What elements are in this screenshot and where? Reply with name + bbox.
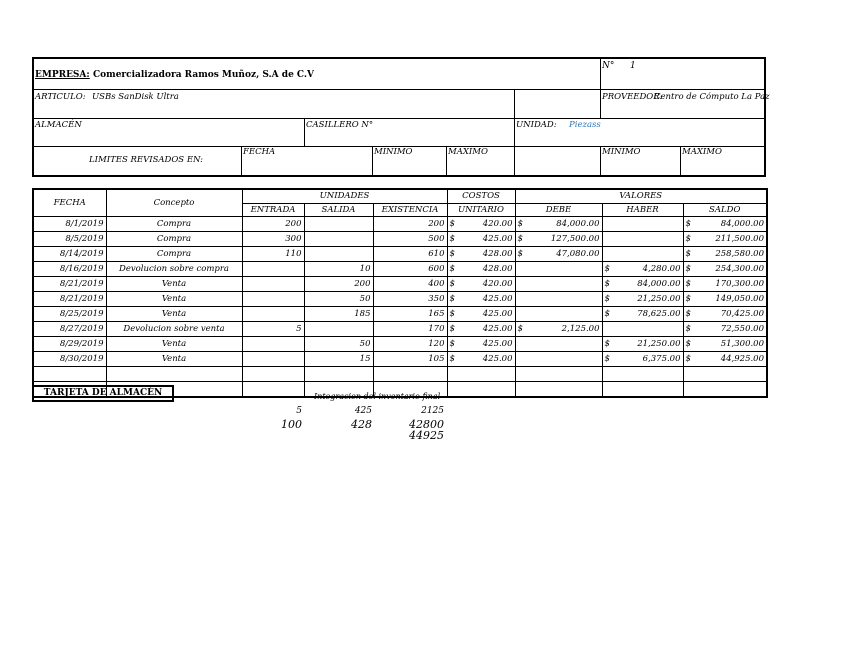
currency-sign: $ bbox=[685, 233, 691, 244]
currency-sign: $ bbox=[685, 278, 691, 289]
cell-value: 425.00 bbox=[482, 353, 513, 364]
cell-value: 149,050.00 bbox=[715, 293, 764, 304]
cell-value: 84,000.00 bbox=[556, 218, 600, 229]
cell-existencia: 165 bbox=[373, 307, 447, 322]
cell-fecha: 8/30/2019 bbox=[33, 352, 106, 367]
currency-sign: $ bbox=[517, 248, 523, 259]
cell-unitario bbox=[447, 337, 515, 352]
cell-concepto: Venta bbox=[106, 292, 242, 307]
empty-cell bbox=[33, 367, 106, 382]
currency-sign: $ bbox=[449, 248, 455, 259]
currency-sign: $ bbox=[685, 218, 691, 229]
col-debe-header: DEBE bbox=[515, 203, 602, 217]
proveedor-label: PROVEEDOR: bbox=[602, 92, 663, 102]
cell-value: 258,580.00 bbox=[715, 248, 764, 259]
cell-concepto: Compra bbox=[106, 247, 242, 262]
currency-sign: $ bbox=[604, 353, 610, 364]
cell-value: 211,500.00 bbox=[715, 233, 764, 244]
table-row bbox=[33, 217, 767, 232]
currency-sign: $ bbox=[517, 218, 523, 229]
currency-sign: $ bbox=[685, 293, 691, 304]
unidad-label: UNIDAD: bbox=[516, 120, 557, 130]
cell-saldo bbox=[683, 352, 767, 367]
table-row bbox=[33, 322, 767, 337]
cell-existencia: 500 bbox=[373, 232, 447, 247]
cell-existencia: 170 bbox=[373, 322, 447, 337]
cell-entrada bbox=[242, 277, 304, 292]
cell-debe bbox=[515, 277, 602, 292]
calc-line1-qty: 5 bbox=[296, 406, 302, 416]
cell-concepto: Compra bbox=[106, 232, 242, 247]
cell-value: 4,280.00 bbox=[642, 263, 681, 274]
cell-value: 72,550.00 bbox=[720, 323, 764, 334]
cell-haber bbox=[602, 232, 683, 247]
currency-sign: $ bbox=[449, 263, 455, 274]
header-box bbox=[32, 57, 770, 177]
currency-sign: $ bbox=[604, 293, 610, 304]
cell-saldo bbox=[683, 232, 767, 247]
cell-value: 127,500.00 bbox=[550, 233, 600, 244]
empty-cell bbox=[447, 382, 515, 398]
empty-cell bbox=[304, 367, 373, 382]
cell-debe bbox=[515, 292, 602, 307]
cell-salida: 50 bbox=[304, 292, 373, 307]
cell-value: 78,625.00 bbox=[637, 308, 681, 319]
cell-unitario bbox=[447, 277, 515, 292]
almacen-label: ALMACÉN bbox=[35, 120, 82, 130]
currency-sign: $ bbox=[685, 323, 691, 334]
col-entrada-header: ENTRADA bbox=[242, 203, 304, 217]
cell-haber bbox=[602, 217, 683, 232]
cell-entrada: 200 bbox=[242, 217, 304, 232]
cell-value: 425.00 bbox=[482, 323, 513, 334]
cell-value: 425.00 bbox=[482, 233, 513, 244]
cell-existencia: 200 bbox=[373, 217, 447, 232]
currency-sign: $ bbox=[449, 233, 455, 244]
articulo-value: USBs SanDisk Ultra bbox=[92, 92, 179, 102]
col-concepto-header: Concepto bbox=[106, 189, 242, 217]
cell-value: 428.00 bbox=[482, 248, 513, 259]
cell-debe bbox=[515, 232, 602, 247]
cell-concepto: Devolucion sobre venta bbox=[106, 322, 242, 337]
cell-debe bbox=[515, 262, 602, 277]
calc-line1-total: 2125 bbox=[421, 406, 444, 416]
cell-saldo bbox=[683, 337, 767, 352]
cell-existencia: 350 bbox=[373, 292, 447, 307]
cell-saldo bbox=[683, 217, 767, 232]
cell-concepto: Venta bbox=[106, 337, 242, 352]
currency-sign: $ bbox=[685, 338, 691, 349]
minimo2-label: MINIMO bbox=[602, 147, 641, 157]
empty-cell bbox=[602, 382, 683, 398]
cell-value: 2,125.00 bbox=[561, 323, 600, 334]
cell-fecha: 8/29/2019 bbox=[33, 337, 106, 352]
cell-haber bbox=[602, 262, 683, 277]
cell-fecha: 8/16/2019 bbox=[33, 262, 106, 277]
table-row bbox=[33, 337, 767, 352]
kardex-table bbox=[32, 188, 768, 398]
cell-salida: 15 bbox=[304, 352, 373, 367]
tarjeta-almacen-label: TARJETA DE ALMACÉN bbox=[32, 385, 174, 402]
calc-grand-total: 44925 bbox=[409, 429, 444, 442]
cell-debe bbox=[515, 337, 602, 352]
cell-value: 428.00 bbox=[482, 263, 513, 274]
cell-saldo bbox=[683, 322, 767, 337]
cell-value: 420.00 bbox=[482, 218, 513, 229]
col-salida-header: SALIDA bbox=[304, 203, 373, 217]
cell-haber bbox=[602, 292, 683, 307]
table-row bbox=[33, 232, 767, 247]
currency-sign: $ bbox=[517, 233, 523, 244]
cell-saldo bbox=[683, 307, 767, 322]
integracion-label: Integracion del inventario final bbox=[314, 392, 441, 401]
proveedor-value: Centro de Cómputo La Paz bbox=[654, 92, 770, 102]
cell-unitario bbox=[447, 352, 515, 367]
cell-unitario bbox=[447, 262, 515, 277]
cell-existencia: 610 bbox=[373, 247, 447, 262]
cell-concepto: Venta bbox=[106, 277, 242, 292]
calc-line2-qty: 100 bbox=[281, 418, 302, 431]
cell-value: 425.00 bbox=[482, 338, 513, 349]
cell-saldo bbox=[683, 277, 767, 292]
cell-debe bbox=[515, 352, 602, 367]
cell-debe bbox=[515, 247, 602, 262]
cell-salida bbox=[304, 322, 373, 337]
cell-value: 51,300.00 bbox=[720, 338, 764, 349]
cell-fecha: 8/27/2019 bbox=[33, 322, 106, 337]
cell-haber bbox=[602, 247, 683, 262]
maximo-label: MAXIMO bbox=[448, 147, 488, 157]
cell-debe bbox=[515, 307, 602, 322]
cell-value: 21,250.00 bbox=[637, 338, 681, 349]
empty-cell bbox=[373, 367, 447, 382]
currency-sign: $ bbox=[449, 218, 455, 229]
cell-haber bbox=[602, 337, 683, 352]
cell-salida bbox=[304, 232, 373, 247]
cell-fecha: 8/1/2019 bbox=[33, 217, 106, 232]
cell-unitario bbox=[447, 322, 515, 337]
currency-sign: $ bbox=[449, 278, 455, 289]
cell-entrada bbox=[242, 292, 304, 307]
empty-cell bbox=[683, 382, 767, 398]
cell-concepto: Venta bbox=[106, 352, 242, 367]
cell-salida: 50 bbox=[304, 337, 373, 352]
table-row bbox=[33, 247, 767, 262]
table-row bbox=[33, 277, 767, 292]
articulo-label: ARTICULO: bbox=[35, 92, 86, 102]
currency-sign: $ bbox=[604, 278, 610, 289]
col-existencia-header: EXISTENCIA bbox=[373, 203, 447, 217]
cell-entrada: 110 bbox=[242, 247, 304, 262]
cell-entrada: 300 bbox=[242, 232, 304, 247]
cell-concepto: Devolucion sobre compra bbox=[106, 262, 242, 277]
table-row bbox=[33, 307, 767, 322]
cell-entrada bbox=[242, 262, 304, 277]
currency-sign: $ bbox=[604, 263, 610, 274]
cell-existencia: 600 bbox=[373, 262, 447, 277]
cell-unitario bbox=[447, 217, 515, 232]
cell-unitario bbox=[447, 292, 515, 307]
cell-salida: 200 bbox=[304, 277, 373, 292]
cell-fecha: 8/25/2019 bbox=[33, 307, 106, 322]
currency-sign: $ bbox=[449, 353, 455, 364]
cell-salida bbox=[304, 217, 373, 232]
cell-salida: 10 bbox=[304, 262, 373, 277]
table-row bbox=[33, 292, 767, 307]
currency-sign: $ bbox=[685, 263, 691, 274]
currency-sign: $ bbox=[449, 323, 455, 334]
cell-value: 425.00 bbox=[482, 308, 513, 319]
cell-concepto: Compra bbox=[106, 217, 242, 232]
calc-line2-cost: 428 bbox=[351, 418, 372, 431]
cell-saldo bbox=[683, 262, 767, 277]
col-unitario-header: UNITARIO bbox=[447, 203, 515, 217]
kardex-rows bbox=[33, 217, 767, 398]
empty-cell bbox=[602, 367, 683, 382]
cell-value: 84,000.00 bbox=[637, 278, 681, 289]
numero-label: N° bbox=[602, 61, 615, 71]
cell-value: 170,300.00 bbox=[715, 278, 764, 289]
group-costos-header: COSTOS bbox=[447, 189, 515, 203]
calc-line2-total: 42800 bbox=[409, 418, 444, 431]
empty-cell bbox=[447, 367, 515, 382]
cell-haber bbox=[602, 352, 683, 367]
empty-cell bbox=[242, 382, 304, 398]
currency-sign: $ bbox=[685, 248, 691, 259]
cell-debe bbox=[515, 322, 602, 337]
cell-fecha: 8/5/2019 bbox=[33, 232, 106, 247]
cell-unitario bbox=[447, 307, 515, 322]
cell-fecha: 8/21/2019 bbox=[33, 292, 106, 307]
cell-value: 420.00 bbox=[482, 278, 513, 289]
casillero-label: CASILLERO N° bbox=[306, 120, 374, 130]
cell-value: 425.00 bbox=[482, 293, 513, 304]
limites-label: LIMITES REVISADOS EN: bbox=[89, 155, 204, 165]
col-haber-header: HABER bbox=[602, 203, 683, 217]
empty-cell bbox=[515, 382, 602, 398]
empresa-label: EMPRESA: bbox=[35, 70, 90, 80]
calc-line1-cost: 425 bbox=[354, 406, 372, 416]
table-row bbox=[33, 262, 767, 277]
cell-unitario bbox=[447, 247, 515, 262]
cell-value: 44,925.00 bbox=[720, 353, 764, 364]
cell-salida bbox=[304, 247, 373, 262]
cell-debe bbox=[515, 217, 602, 232]
group-unidades-header: UNIDADES bbox=[242, 189, 447, 203]
cell-haber bbox=[602, 322, 683, 337]
empty-cell bbox=[106, 367, 242, 382]
cell-fecha: 8/21/2019 bbox=[33, 277, 106, 292]
currency-sign: $ bbox=[604, 338, 610, 349]
cell-existencia: 105 bbox=[373, 352, 447, 367]
cell-fecha: 8/14/2019 bbox=[33, 247, 106, 262]
col-fecha-header: FECHA bbox=[33, 189, 106, 217]
cell-value: 84,000.00 bbox=[720, 218, 764, 229]
numero-value: 1 bbox=[630, 61, 636, 71]
empty-cell bbox=[242, 367, 304, 382]
minimo-label: MINIMO bbox=[374, 147, 413, 157]
unidad-value: Piezass bbox=[569, 120, 601, 130]
cell-unitario bbox=[447, 232, 515, 247]
cell-entrada bbox=[242, 352, 304, 367]
group-valores-header: VALORES bbox=[515, 189, 767, 203]
cell-concepto: Venta bbox=[106, 307, 242, 322]
cell-value: 70,425.00 bbox=[720, 308, 764, 319]
table-row bbox=[33, 352, 767, 367]
cell-entrada bbox=[242, 307, 304, 322]
fecha-label: FECHA bbox=[243, 147, 276, 157]
empty-cell bbox=[515, 367, 602, 382]
cell-value: 21,250.00 bbox=[637, 293, 681, 304]
currency-sign: $ bbox=[685, 308, 691, 319]
cell-saldo bbox=[683, 247, 767, 262]
col-saldo-header: SALDO bbox=[683, 203, 767, 217]
cell-existencia: 400 bbox=[373, 277, 447, 292]
currency-sign: $ bbox=[517, 323, 523, 334]
currency-sign: $ bbox=[685, 353, 691, 364]
cell-salida: 185 bbox=[304, 307, 373, 322]
table-row-empty bbox=[33, 367, 767, 382]
cell-haber bbox=[602, 277, 683, 292]
currency-sign: $ bbox=[449, 338, 455, 349]
maximo2-label: MAXIMO bbox=[682, 147, 722, 157]
cell-saldo bbox=[683, 292, 767, 307]
currency-sign: $ bbox=[449, 293, 455, 304]
cell-value: 47,080.00 bbox=[556, 248, 600, 259]
currency-sign: $ bbox=[604, 308, 610, 319]
cell-haber bbox=[602, 307, 683, 322]
currency-sign: $ bbox=[449, 308, 455, 319]
cell-existencia: 120 bbox=[373, 337, 447, 352]
cell-value: 6,375.00 bbox=[642, 353, 681, 364]
cell-entrada: 5 bbox=[242, 322, 304, 337]
cell-value: 254,300.00 bbox=[715, 263, 764, 274]
empresa-value: Comercializadora Ramos Muñoz, S.A de C.V bbox=[93, 70, 315, 80]
empty-cell bbox=[683, 367, 767, 382]
cell-entrada bbox=[242, 337, 304, 352]
